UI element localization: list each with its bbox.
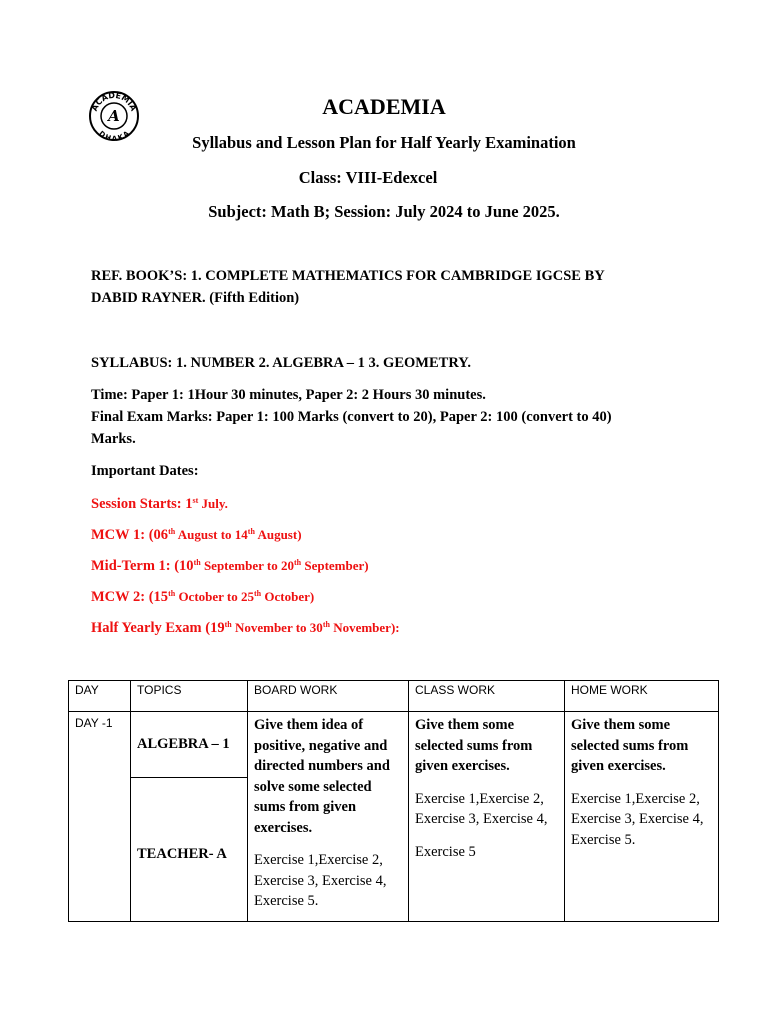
class-work-description: Give them some selected sums from given exercises. (415, 717, 533, 774)
class-work-exercise-5: Exercise 5 (415, 843, 476, 860)
date-half-yearly: Half Yearly Exam (19th November to 30th November): (91, 620, 400, 636)
header-class-work: CLASS WORK (409, 681, 565, 712)
date-midterm1: Mid-Term 1: (10th September to 20th September) (91, 558, 369, 574)
table-header-row (69, 681, 719, 712)
time-line: Time: Paper 1: 1Hour 30 minutes, Paper 2: 2 Hours 30 minutes. (91, 387, 486, 403)
day-cell: DAY -1 (69, 712, 131, 922)
topic-teacher: TEACHER- A (131, 778, 248, 922)
marks-line2: Marks. (91, 431, 136, 447)
header-board-work: BOARD WORK (248, 681, 409, 712)
important-dates-label: Important Dates: (91, 463, 199, 479)
marks-line1: Final Exam Marks: Paper 1: 100 Marks (convert to 20), Paper 2: 100 (convert to 40) (91, 409, 612, 425)
board-work-cell (248, 712, 409, 922)
svg-text:DHAKA: DHAKA (97, 129, 131, 142)
date-mcw2: MCW 2: (15th October to 25th October) (91, 589, 315, 605)
class-work-exercises: Exercise 1,Exercise 2, Exercise 3, Exercise 4, (415, 790, 548, 827)
marks-block (91, 406, 612, 450)
header-day: DAY (69, 681, 131, 712)
ref-books (91, 265, 605, 309)
topic-algebra: ALGEBRA – 1 (131, 712, 248, 778)
ref-books-line2: DABID RAYNER. (Fifth Edition) (91, 290, 300, 306)
lesson-plan-table (68, 680, 719, 922)
page-title: ACADEMIA (322, 94, 446, 119)
svg-text:ACADEMIA: ACADEMIA (89, 90, 139, 113)
syllabus-line: SYLLABUS: 1. NUMBER 2. ALGEBRA – 1 3. GEOMETRY. (91, 355, 472, 371)
date-session-starts: Session Starts: 1st July. (91, 496, 228, 512)
ref-books-line1: REF. BOOK’S: 1. COMPLETE MATHEMATICS FOR CAMBRIDGE IGCSE BY (91, 268, 605, 284)
board-work-exercises: Exercise 1,Exercise 2, Exercise 3, Exercise 4, Exercise 5. (254, 852, 387, 909)
table-row (69, 712, 719, 778)
class-work-cell (409, 712, 565, 922)
class-line: Class: VIII-Edexcel (298, 168, 438, 187)
svg-text:A: A (108, 107, 120, 125)
header-home-work: HOME WORK (565, 681, 719, 712)
header-topics: TOPICS (131, 681, 248, 712)
subject-line: Subject: Math B; Session: July 2024 to June 2025. (208, 202, 560, 221)
home-work-cell (565, 712, 719, 922)
home-work-description: Give them some selected sums from given exercises. (571, 717, 689, 774)
date-mcw1: MCW 1: (06th August to 14th August) (91, 527, 302, 543)
board-work-description: Give them idea of positive, negative and directed numbers and solve some selected sums from given exercises. (254, 717, 390, 836)
page-subtitle: Syllabus and Lesson Plan for Half Yearly Examination (192, 133, 576, 152)
home-work-exercises: Exercise 1,Exercise 2, Exercise 3, Exercise 4, Exercise 5. (571, 790, 704, 848)
